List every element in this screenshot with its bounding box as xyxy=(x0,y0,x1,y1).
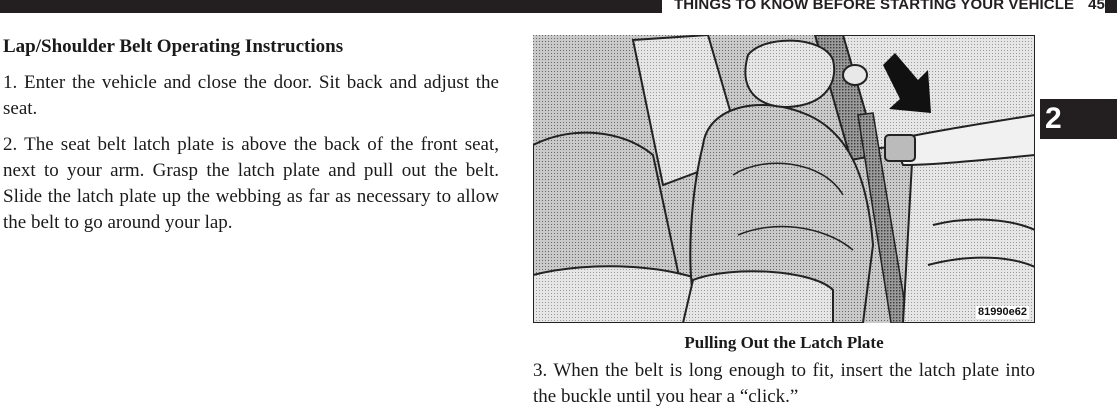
section-title: Lap/Shoulder Belt Operating Instructions xyxy=(3,36,344,57)
step-2: 2. The seat belt latch plate is above the back of the front seat, next to your arm. Grasp the latch plate and pull out the belt. Slide the latch plate up the webbing as far as necessary to allow the belt to go around your lap. xyxy=(3,134,499,233)
chapter-tab: 2 xyxy=(1040,99,1117,139)
seat-belt-illustration xyxy=(533,35,1035,323)
step-1: 1. Enter the vehicle and close the door. Sit back and adjust the seat. xyxy=(3,72,499,119)
figure-caption: Pulling Out the Latch Plate xyxy=(684,333,884,352)
step-3: 3. When the belt is long enough to fit, insert the latch plate into the buckle until you hear a “click.” xyxy=(533,360,1035,407)
header-title: THINGS TO KNOW BEFORE STARTING YOUR VEHICLE xyxy=(673,0,1075,13)
running-header xyxy=(662,0,1105,13)
left-column xyxy=(3,34,499,246)
page-number: 45 xyxy=(1088,0,1105,13)
figure-code: 81990e62 xyxy=(978,306,1027,318)
seat-interior-drawing xyxy=(533,35,1035,323)
